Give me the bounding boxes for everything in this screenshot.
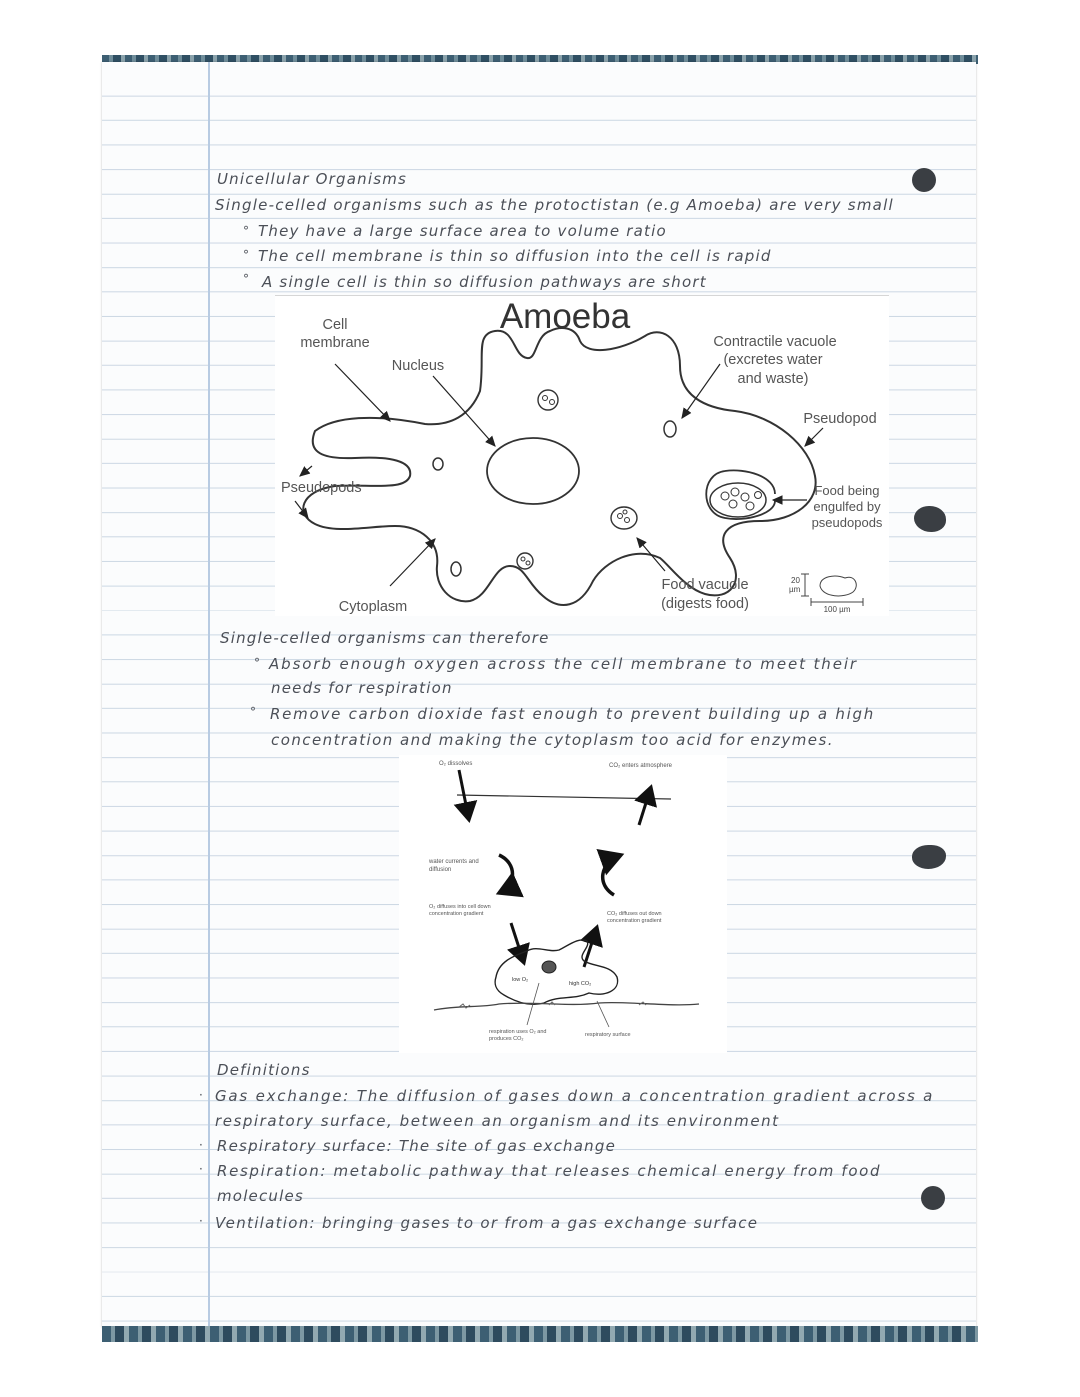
food-vacuole-shape	[517, 553, 533, 569]
small-vacuole	[433, 458, 443, 470]
label-pseudopod: Pseudopod	[803, 411, 877, 427]
label-o2-diffuses: concentration gradient	[429, 911, 484, 917]
respiratory-surface-line	[434, 1003, 699, 1010]
definitions-heading: Definitions	[217, 1061, 311, 1079]
label-co2-diffuses: CO₂ diffuses out down	[607, 911, 662, 917]
intro-point-3: A single cell is thin so diffusion pathways are short	[262, 273, 707, 291]
margin-line	[208, 62, 210, 1328]
scale-bar	[789, 574, 863, 614]
label-water-currents: water currents and	[429, 859, 479, 865]
label-food-vacuole: Food vacuole	[661, 577, 749, 593]
label-cell-membrane: Cell	[322, 317, 348, 333]
label-food-vacuole: (digests food)	[661, 596, 749, 612]
contractile-vacuole-shape	[664, 421, 676, 437]
label-water-currents: diffusion	[429, 867, 452, 873]
therefore-point-2-line2: concentration and making the cytoplasm too acid for enzymes.	[271, 731, 834, 749]
food-vacuole-shape	[538, 390, 558, 410]
label-o2-diffuses: O₂ diffuses into cell down	[429, 904, 491, 910]
gas-diffusion-diagram	[399, 755, 727, 1053]
co2-up-arrow	[639, 787, 651, 825]
label-respiratory-surface: respiratory surface	[585, 1032, 631, 1038]
intro-line: Single-celled organisms such as the protoctistan (e.g Amoeba) are very small	[215, 196, 894, 214]
therefore-point-2-line1: Remove carbon dioxide fast enough to prevent building up a high	[270, 705, 876, 723]
label-co2-diffuses: concentration gradient	[607, 918, 662, 924]
punch-hole	[912, 168, 936, 192]
bullet: °	[243, 272, 249, 286]
svg-text:100 µm: 100 µm	[823, 605, 851, 614]
heading-unicellular: Unicellular Organisms	[217, 170, 408, 188]
label-pseudopods: Pseudopods	[281, 480, 362, 496]
definition-ventilation: Ventilation: bringing gases to or from a gas exchange surface	[215, 1214, 759, 1232]
bullet: °	[243, 248, 249, 262]
therefore-point-1-line1: Absorb enough oxygen across the cell membrane to meet their	[269, 655, 858, 673]
bullet: °	[243, 224, 249, 238]
small-amoeba	[495, 940, 617, 1004]
svg-text:µm: µm	[789, 585, 801, 594]
bullet: ·	[199, 1088, 203, 1102]
label-respiration-uses: respiration uses O₂ and	[489, 1029, 547, 1035]
engulfed-food	[710, 483, 766, 517]
label-contractile-vacuole: and waste)	[737, 371, 809, 387]
label-low-o2: low O₂	[512, 977, 529, 983]
svg-text:20: 20	[791, 576, 800, 585]
paper-bottom-edge	[102, 1326, 978, 1342]
bullet: °	[250, 705, 256, 719]
intro-point-1: They have a large surface area to volume ratio	[258, 222, 667, 240]
definition-respiratory-surface: Respiratory surface: The site of gas exchange	[217, 1137, 616, 1155]
definition-gas-exchange-cont: respiratory surface, between an organism and its environment	[215, 1112, 780, 1130]
label-respiration-uses: produces CO₂	[489, 1036, 524, 1042]
water-surface-line	[457, 795, 671, 799]
punch-hole	[914, 506, 946, 532]
label-food-engulfed: engulfed by	[813, 499, 881, 514]
label-co2-enters: CO₂ enters atmosphere	[609, 763, 673, 769]
small-vacuole	[451, 562, 461, 576]
bullet: ·	[199, 1214, 203, 1228]
label-food-engulfed: Food being	[814, 483, 880, 498]
bullet: °	[254, 656, 260, 670]
definition-respiration: Respiration: metabolic pathway that releases chemical energy from food	[217, 1162, 882, 1180]
label-food-engulfed: pseudopods	[811, 515, 883, 530]
label-nucleus: Nucleus	[391, 358, 445, 374]
bullet: ·	[199, 1138, 203, 1152]
diffusion-svg	[399, 755, 727, 1053]
intro-point-2: The cell membrane is thin so diffusion into the cell is rapid	[258, 247, 772, 265]
punch-hole	[912, 845, 946, 869]
small-nucleus	[542, 961, 556, 973]
bullet: ·	[199, 1162, 203, 1176]
therefore-point-1-line2: needs for respiration	[271, 679, 453, 697]
label-high-co2: high CO₂	[569, 981, 592, 987]
label-contractile-vacuole: (excretes water	[723, 352, 823, 368]
label-o2-dissolves: O₂ dissolves	[439, 761, 473, 767]
amoeba-outline	[303, 328, 815, 605]
amoeba-title: Amoeba	[499, 297, 631, 336]
therefore-heading: Single-celled organisms can therefore	[220, 629, 550, 647]
curved-arrow-down	[499, 855, 513, 893]
nucleus-shape	[487, 438, 579, 504]
amoeba-diagram	[275, 295, 889, 616]
punch-hole	[921, 1186, 945, 1210]
label-cytoplasm: Cytoplasm	[338, 599, 408, 615]
label-contractile-vacuole: Contractile vacuole	[713, 334, 837, 350]
amoeba-svg	[275, 296, 889, 616]
definition-respiration-cont: molecules	[217, 1187, 304, 1205]
curved-arrow-up	[603, 855, 621, 895]
label-cell-membrane: membrane	[300, 335, 370, 351]
definition-gas-exchange: Gas exchange: The diffusion of gases down a concentration gradient across a	[215, 1087, 935, 1105]
